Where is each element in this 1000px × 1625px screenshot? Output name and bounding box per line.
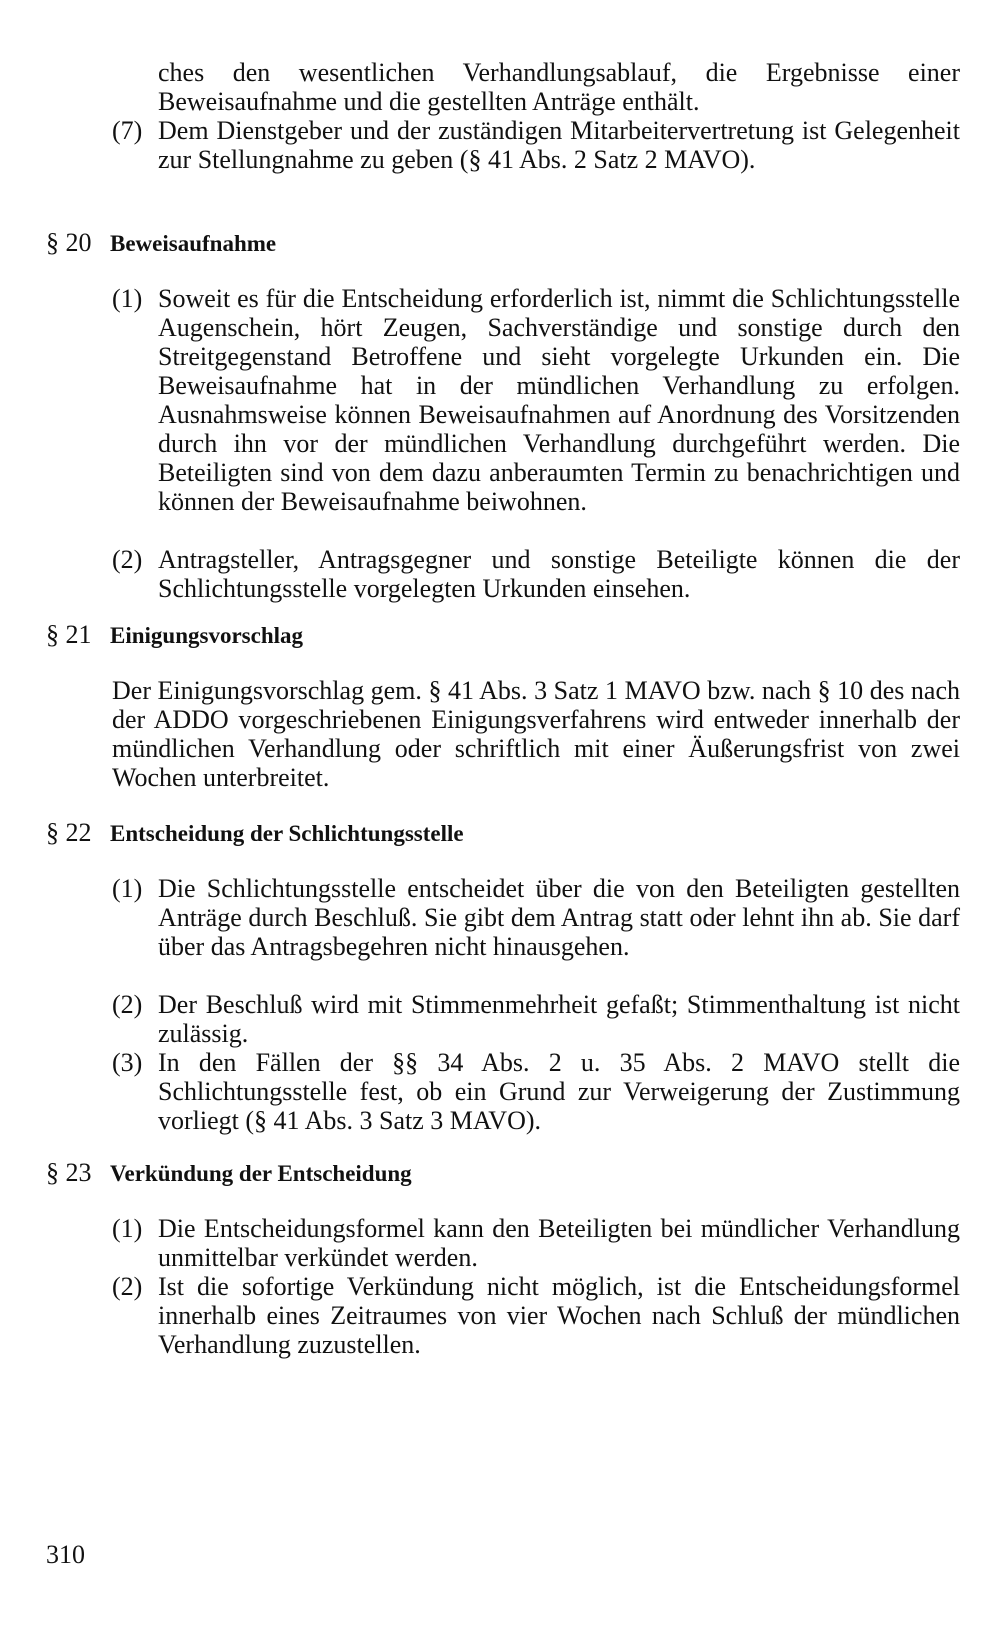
section-heading-22 — [46, 818, 946, 848]
item-number: (7) — [112, 116, 143, 145]
section-heading-20 — [46, 228, 946, 258]
section-title: Entscheidung der Schlichtungsstelle — [110, 821, 464, 846]
section-number: § 22 — [46, 818, 92, 847]
section-title: Verkündung der Entscheidung — [110, 1161, 412, 1186]
section-heading-23 — [46, 1158, 946, 1188]
item-number: (2) — [112, 545, 143, 574]
item-text: Die Entscheidungsformel kann den Beteiligten bei mündlicher Verhandlung unmittelbar verkündet werden. — [158, 1214, 960, 1272]
item-text: Der Beschluß wird mit Stimmenmehrheit gefaßt; Stimmenthaltung ist nicht zulässig. — [158, 990, 960, 1048]
item-text: Die Schlichtungsstelle entscheidet über die von den Beteiligten gestellten Anträge durch Beschluß. Sie gibt dem Antrag statt oder lehnt ihn ab. Sie darf über das Antragsbegehren nicht hinausgehen. — [158, 874, 960, 961]
section-body: Der Einigungsvorschlag gem. § 41 Abs. 3 Satz 1 MAVO bzw. nach § 10 des nach der ADDO vorgeschriebenen Einigungsverfahrens wird entweder innerhalb der mündlichen Verhandlung oder schriftlich mit einer Äußerungsfrist von zwei Wochen unterbreitet. — [112, 676, 960, 792]
item-number: (1) — [112, 1214, 143, 1243]
item-text: Ist die sofortige Verkündung nicht möglich, ist die Entscheidungsformel innerhalb eines Zeitraumes von vier Wochen nach Schluß der mündlichen Verhandlung zuzustellen. — [158, 1272, 960, 1359]
section-number: § 20 — [46, 228, 92, 257]
item-number: (3) — [112, 1048, 143, 1077]
section-heading-21 — [46, 620, 946, 650]
item-number: (2) — [112, 990, 143, 1019]
item-text: Soweit es für die Entscheidung erforderlich ist, nimmt die Schlichtungsstelle Augenschein, hört Zeugen, Sachverständige und sonstige durch den Streitgegenstand Betroffene und sieht vorgelegte Urkunden ein. Die Beweisaufnahme hat in der mündlichen Verhandlung zu erfolgen. Ausnahmsweise können Beweisaufnahmen auf Anordnung des Vorsitzenden durch ihn vor der mündlichen Verhandlung durchgeführt werden. Die Beteiligten sind von dem dazu anberaumten Termin zu benachrichtigen und können der Beweisaufnahme beiwohnen. — [158, 284, 960, 516]
section-number: § 23 — [46, 1158, 92, 1187]
page-number: 310 — [46, 1540, 85, 1569]
item-number: (2) — [112, 1272, 143, 1301]
item-text: In den Fällen der §§ 34 Abs. 2 u. 35 Abs. 2 MAVO stellt die Schlichtungsstelle fest, ob ein Grund zur Verweigerung der Zustimmung vorliegt (§ 41 Abs. 3 Satz 3 MAVO). — [158, 1048, 960, 1135]
section-number: § 21 — [46, 620, 92, 649]
item-number: (1) — [112, 874, 143, 903]
section-title: Einigungsvorschlag — [110, 623, 303, 648]
item-number: (1) — [112, 284, 143, 313]
item-text: Dem Dienstgeber und der zuständigen Mitarbeitervertretung ist Gelegenheit zur Stellungnahme zu geben (§ 41 Abs. 2 Satz 2 MAVO). — [158, 116, 960, 174]
section-title: Beweisaufnahme — [110, 231, 277, 256]
continuation-paragraph: ches den wesentlichen Verhandlungsablauf, die Ergebnisse einer Beweisaufnahme und die gestellten Anträge enthält. — [158, 58, 960, 116]
item-text: Antragsteller, Antragsgegner und sonstige Beteiligte können die der Schlichtungsstelle vorgelegten Urkunden einsehen. — [158, 545, 960, 603]
